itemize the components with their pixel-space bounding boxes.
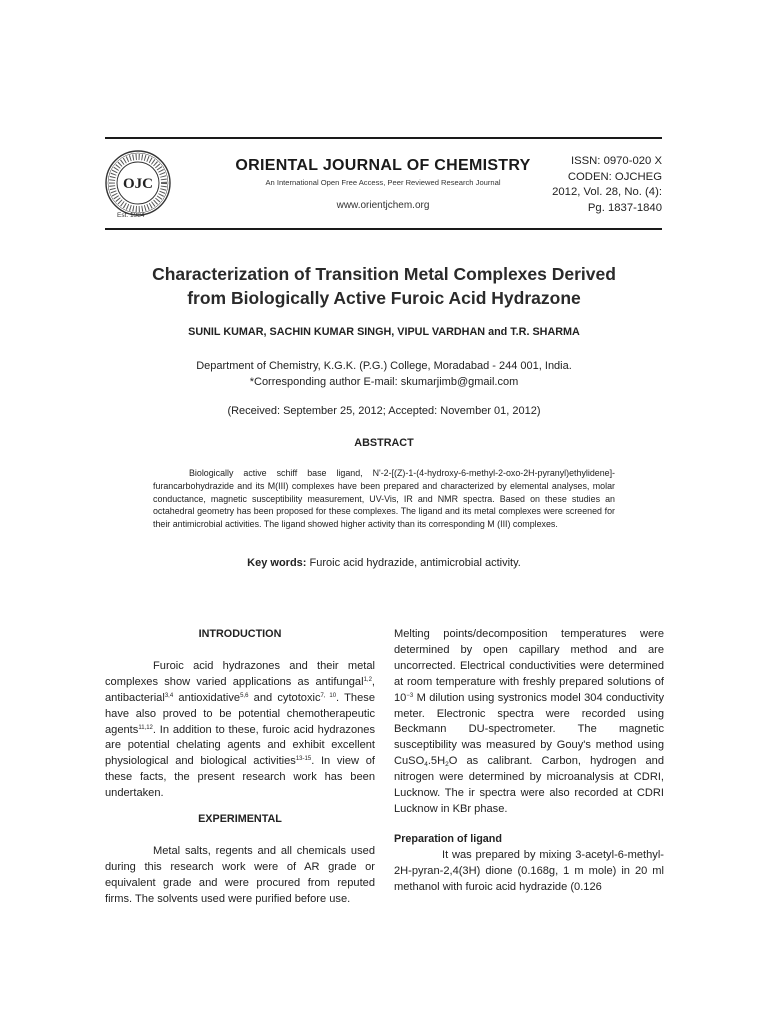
abstract-text: Biologically active schiff base ligand, N'-2-[(Z)-1-(4-hydroxy-6-methyl-2-oxo-2H-pyranyl)ethylidene]-furancarbohydrazide and its M(III) complexes have been prepared and characterized by elemental analyses, molar conductance, magnetic susceptibility measurement, UV-Vis, IR and NMR spectra. Based on these studies an octahedral geometry has been proposed for these complexes. The ligand and its metal complexes were screened for their antimicrobial activities. The ligand showed higher activity than its corresponding M (III) complexes. — [153, 468, 615, 530]
methods-paragraph: Melting points/decomposition temperatures were determined by open capillary method and are uncorrected. Electrical conductivities were determined at room temperature with freshly prepared solutions of $10^{-3}$ M dilution using systronics model 304 conductivity meter. Electronic spectra were recorded using Beckmann DU-spectrometer. The magnetic susceptibility was measured by Gouy's method using $CuSO_4.5H_2O$ as calibrant. Carbon, hydrogen and nitrogen were determined by microanalysis at CDRI, Lucknow. The ir spectra were also recorded at CDRI Lucknow in KBr phase. — [394, 628, 664, 815]
established-year: Est. 1984 — [117, 212, 145, 219]
article-title: Characterization of Transition Metal Complexes Derived from Biologically Active Furoic Acid Hydrazone — [152, 264, 616, 308]
journal-meta — [552, 154, 662, 216]
department: Department of Chemistry, K.G.K. (P.G.) College, Moradabad - 244 001, India. — [196, 360, 572, 372]
keywords — [100, 557, 668, 569]
affiliation — [100, 358, 668, 390]
journal-url[interactable]: www.orientjchem.org — [336, 200, 430, 211]
journal-name: ORIENTAL JOURNAL OF CHEMISTRY — [235, 157, 531, 174]
issn: ISSN: 0970-020 X — [570, 155, 662, 167]
keywords-label: Key words: — [247, 557, 307, 569]
abstract-heading: ABSTRACT — [354, 437, 414, 449]
experimental-heading: EXPERIMENTAL — [198, 813, 282, 826]
journal-seal-logo — [104, 149, 172, 217]
svg-text:OJC: OJC — [123, 176, 153, 192]
right-column — [394, 627, 664, 896]
page-range: Pg. 1837-1840 — [587, 201, 662, 214]
corresponding-author: *Corresponding author E-mail: skumarjimb@gmail.com — [249, 376, 519, 388]
preparation-heading: Preparation of ligand — [394, 832, 502, 845]
introduction-heading: INTRODUCTION — [198, 628, 282, 640]
header-top-rule — [105, 137, 662, 139]
header-bottom-rule — [105, 228, 662, 230]
coden: CODEN: OJCHEG — [567, 170, 662, 183]
author-list: SUNIL KUMAR, SACHIN KUMAR SINGH, VIPUL VARDHAN and T.R. SHARMA — [188, 326, 580, 338]
keywords-text: Furoic acid hydrazide, antimicrobial activity. — [309, 557, 521, 569]
volume-info: 2012, Vol. 28, No. (4): — [552, 186, 662, 198]
received-dates: (Received: September 25, 2012; Accepted: November 01, 2012) — [227, 405, 541, 417]
left-column — [105, 627, 375, 908]
experimental-paragraph: Metal salts, regents and all chemicals used during this research work were of AR grade or equivalent grade and were procured from reputed firms. The solvents used were purified before use. — [105, 844, 375, 905]
journal-subtitle: An International Open Free Access, Peer Reviewed Research Journal — [265, 178, 501, 187]
preparation-paragraph: It was prepared by mixing 3-acetyl-6-methyl-2H-pyran-2,4(3H) dione (0.168g, 1 m mole) in 20 ml methanol with furoic acid hydrazide (0.126 — [394, 848, 664, 893]
journal-masthead — [228, 157, 538, 211]
introduction-paragraph: Furoic acid hydrazones and their metal complexes show varied applications as antifungal$^{1,2}$, antibacterial$^{3,4}$ antioxidative$^{5,6}$ and cytotoxic$^{7, 10}$. These have also proved to be potential chemotherapeutic agents$^{11,12}$. In addition to these, furoic acid hydrazones are potential chelating agents and exhibit excellent physiological and biological activities$^{13-15}$. In view of these facts, the present research work has been undertaken. — [105, 659, 375, 800]
